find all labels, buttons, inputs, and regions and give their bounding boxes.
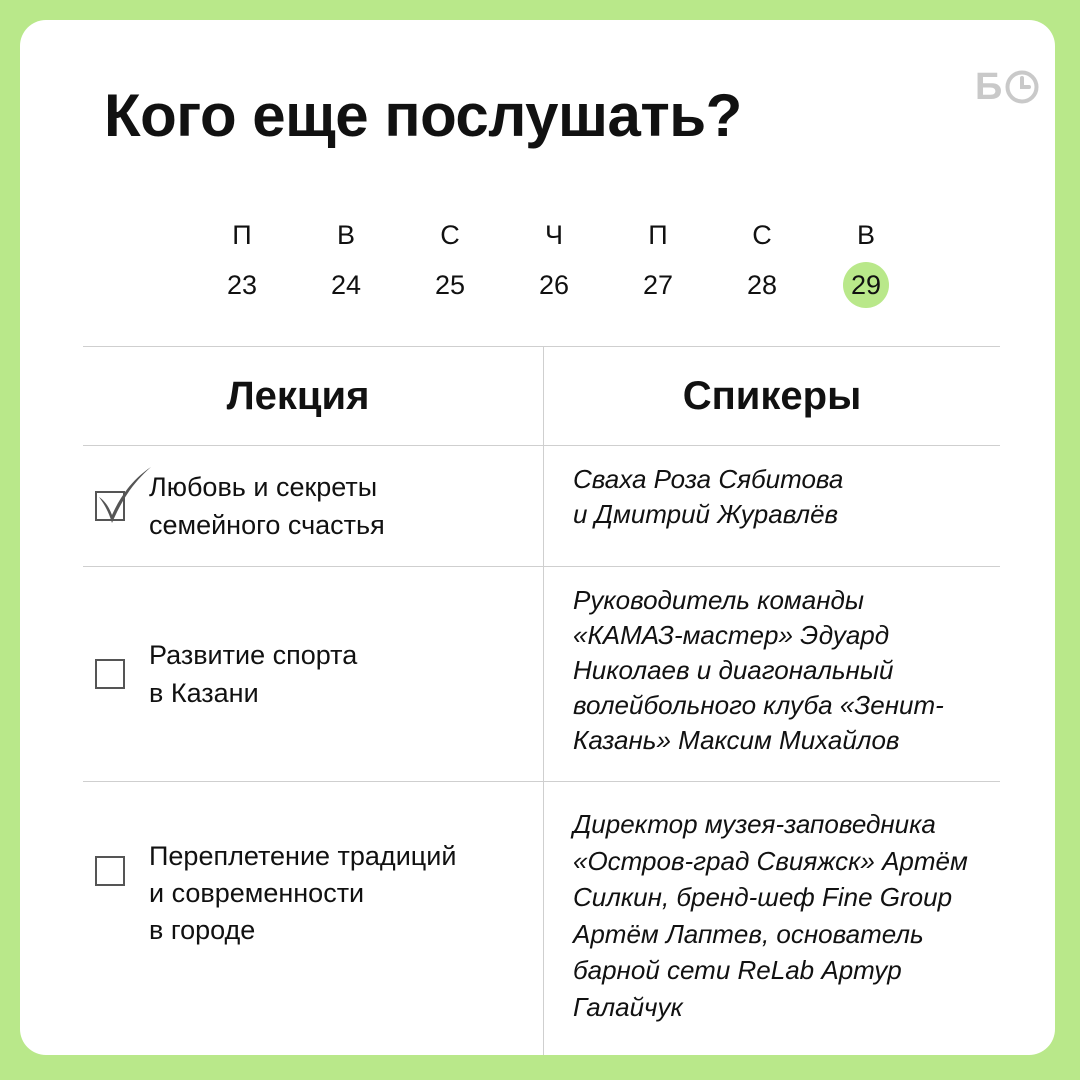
header-lecture: Лекция (226, 373, 370, 418)
lecture-cell (83, 782, 543, 1055)
header-speakers: Спикеры (543, 347, 1000, 445)
table-row (83, 781, 1000, 1055)
speakers-cell (543, 782, 1000, 1055)
day-sun[interactable] (814, 218, 918, 308)
table-row (83, 566, 1000, 781)
lecture-checkbox[interactable] (95, 856, 125, 886)
day-number-selected: 29 (843, 262, 889, 308)
day-sat[interactable] (710, 218, 814, 308)
lecture-option (83, 567, 543, 781)
clock-icon (1004, 69, 1040, 105)
table-header (83, 346, 1000, 445)
lecture-title: Любовь и секреты семейного счастья (149, 472, 385, 540)
speakers-text: Сваха Роза Сябитова и Дмитрий Журавлёв (573, 464, 844, 529)
day-letter: В (856, 220, 875, 250)
day-fri[interactable] (606, 218, 710, 308)
day-letter: Ч (545, 220, 563, 250)
day-tue[interactable] (294, 218, 398, 308)
lecture-checkbox[interactable] (95, 659, 125, 689)
lecture-option (83, 782, 543, 1055)
table-row (83, 445, 1000, 566)
speakers-text: Руководитель команды «КАМАЗ-мастер» Эдуард Николаев и диагональный волейбольного клуба «Зенит- Казань» Максим Михайлов (573, 585, 944, 755)
day-number: 25 (434, 269, 466, 300)
schedule-table (83, 346, 1000, 1055)
lecture-checkbox[interactable] (95, 491, 125, 521)
checkmark-icon (95, 463, 155, 525)
day-number: 23 (226, 269, 258, 300)
lecture-cell (83, 446, 543, 566)
speakers-text: Директор музея-заповедника «Остров-град Свияжск» Артём Силкин, бренд-шеф Fine Group Артём Лаптев, основатель барной сети ReLab Артур Галайчук (573, 809, 968, 1022)
lecture-option (83, 446, 543, 566)
day-number: 28 (746, 269, 778, 300)
speakers-cell (543, 567, 1000, 781)
day-letter: П (648, 220, 668, 250)
day-number: 26 (538, 269, 570, 300)
card (20, 20, 1055, 1055)
lecture-title: Переплетение традиций и современности в городе (149, 841, 457, 945)
lecture-cell (83, 567, 543, 781)
day-number: 27 (642, 269, 674, 300)
page-title: Кого еще послушать? (104, 82, 742, 149)
day-wed[interactable] (398, 218, 502, 308)
logo (975, 68, 1040, 106)
day-thu[interactable] (502, 218, 606, 308)
day-letter: С (440, 220, 460, 250)
week-calendar (190, 218, 918, 308)
day-letter: С (752, 220, 772, 250)
day-number: 24 (330, 269, 362, 300)
speakers-cell (543, 446, 1000, 566)
day-mon[interactable] (190, 218, 294, 308)
lecture-title: Развитие спорта в Казани (149, 640, 358, 708)
day-letter: В (336, 220, 355, 250)
logo-letter: Б (975, 66, 1003, 108)
day-letter: П (232, 220, 252, 250)
